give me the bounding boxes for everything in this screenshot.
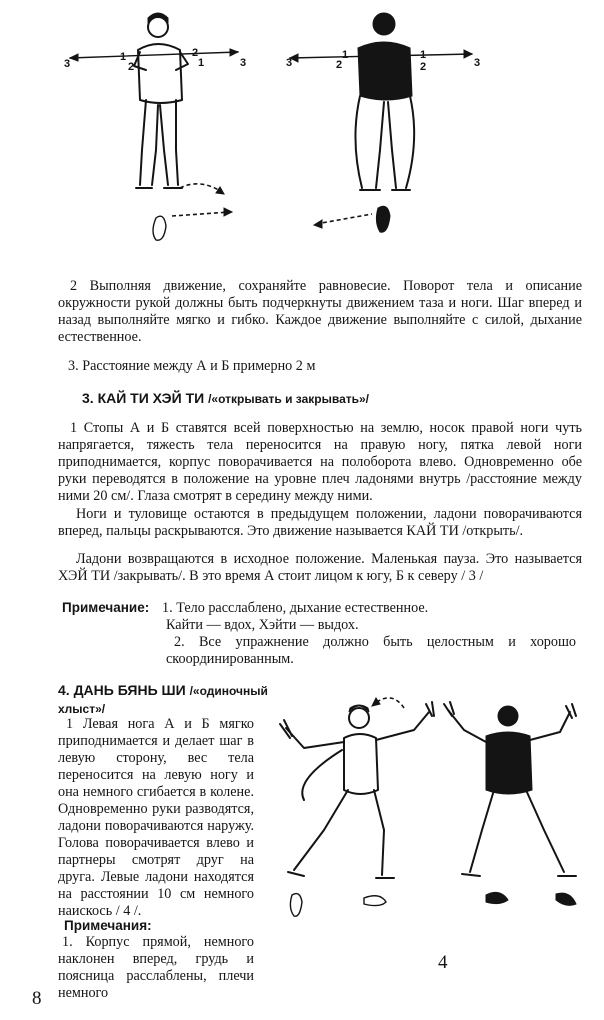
front-arrow-label-2a: 2: [128, 61, 135, 73]
back-arrow-label-2b: 2: [420, 61, 427, 73]
section3-paragraph-3: Ладони возвращаются в исходное положение. Маленькая пауза. Это называется ХЭЙ ТИ /закрывать/. В это время А стоит лицом к югу, Б к северу / 3 /: [58, 551, 582, 584]
section4-title: 4. ДАНЬ БЯНЬ ШИ: [58, 682, 186, 698]
front-arrow-label-right: 3: [240, 57, 247, 69]
section4-heading: [58, 682, 268, 718]
front-arrow-label-2b: 2: [192, 47, 199, 59]
back-arrow-label-1b: 1: [420, 49, 427, 61]
back-arrow-label-left: 3: [286, 57, 293, 69]
section4-subtitle: /«одиночный хлыст»/: [58, 684, 268, 716]
figure-number: 4: [438, 952, 448, 973]
section3-note-1a: 1. Тело расслаблено, дыхание естественное.: [162, 600, 429, 616]
top-figures-illustration: [0, 0, 604, 270]
section4-note-1: 1. Корпус прямой, немного наклонен вперед, грудь и поясница расслаблены, плечи немного: [58, 934, 254, 1001]
section3-paragraph-1: 1 Стопы А и Б ставятся всей поверхностью на землю, носок правой ноги чуть напрягается, тяжесть тела переносится на правую ногу, пятка левой ноги приподнимается, корпус поворачивается на полоборота влево. Одновременно обе руки переводятся в положение на уровне плеч ладонями внутрь /расстояние между ними 20 см/. Глаза смотрят в середину между ними.: [58, 420, 582, 504]
section3-note-2: 2. Все упражнение должно быть целостным и хорошо скоординированным.: [166, 634, 576, 667]
front-arrow-label-1b: 1: [198, 57, 205, 69]
front-arrow-label-left: 3: [64, 58, 71, 70]
section3-paragraph-2: Ноги и туловище остаются в предыдущем положении, ладони поворачиваются вперед, пальцы раскрываются. Это движение называется КАЙ ТИ /открыть/.: [58, 506, 582, 539]
section3-note-1b: Кайти — вдох, Хэйти — выдох.: [166, 617, 359, 633]
page-number: 8: [32, 988, 42, 1009]
figure-back-standing: [286, 13, 480, 232]
section4-notes-label: Примечания:: [64, 918, 152, 933]
figure-front-standing: [64, 13, 246, 240]
section3-heading: [82, 390, 562, 406]
section3-note-label: Примечание:: [62, 600, 150, 615]
section2-item3: 3. Расстояние между А и Б примерно 2 м: [68, 358, 316, 374]
back-arrow-label-2a: 2: [336, 59, 343, 71]
back-arrow-label-right: 3: [474, 57, 481, 69]
section2-paragraph: 2 Выполняя движение, сохраняйте равновесие. Поворот тела и описание окружности рукой должны быть подчеркнуты движением таза и ноги. Шаг вперед и назад выполняйте мягко и гибко. Каждое движение выполняйте с силой, дыхание естественное.: [58, 278, 582, 345]
section3-subtitle: /«открывать и закрывать»/: [208, 392, 370, 406]
section4-paragraph-1: 1 Левая нога А и Б мягко приподнимается и делает шаг в левую сторону, вес тела переносится на левую ногу и она немного сгибается в колене. Одновременно руки разводятся, ладони поворачиваются наружу. Голова поворачивается влево и партнеры смотрят друг на друга. Левые ладони находятся на расстоянии 10 см немного наискось / 4 /.: [58, 716, 254, 919]
back-arrow-label-1a: 1: [342, 49, 349, 61]
figure-partner-b: [444, 702, 576, 905]
single-whip-illustration: [264, 690, 604, 930]
front-arrow-label-1a: 1: [120, 51, 127, 63]
section3-title: 3. КАЙ ТИ ХЭЙ ТИ: [82, 390, 205, 406]
figure-partner-a: [280, 698, 434, 916]
